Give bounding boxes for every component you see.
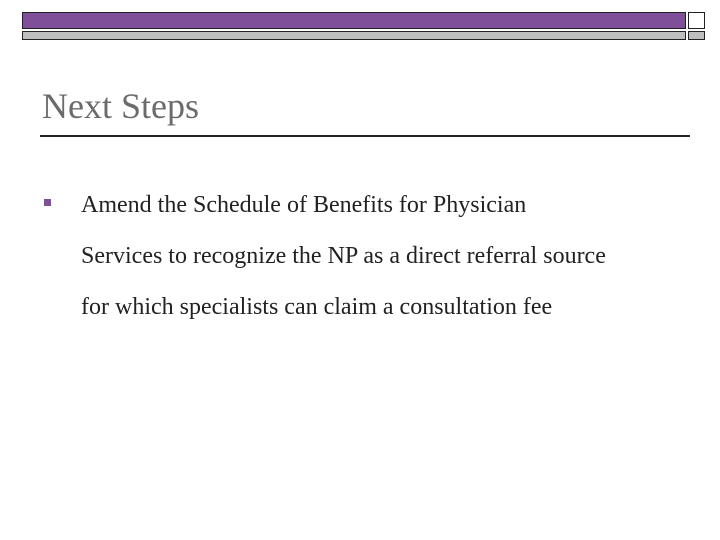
header-corner-square [688, 12, 705, 29]
header-corner-gray-square [688, 31, 705, 40]
header-gray-bar [22, 31, 686, 40]
bullet-line: Amend the Schedule of Benefits for Physician [81, 192, 527, 218]
header-accent-bar [22, 12, 686, 29]
title-divider [40, 135, 690, 137]
slide-title: Next Steps [42, 86, 199, 126]
bullet-line: Services to recognize the NP as a direct referral source [81, 243, 606, 269]
square-bullet-icon [44, 199, 51, 206]
bullet-item [81, 180, 701, 333]
bullet-line: for which specialists can claim a consultation fee [81, 294, 553, 320]
